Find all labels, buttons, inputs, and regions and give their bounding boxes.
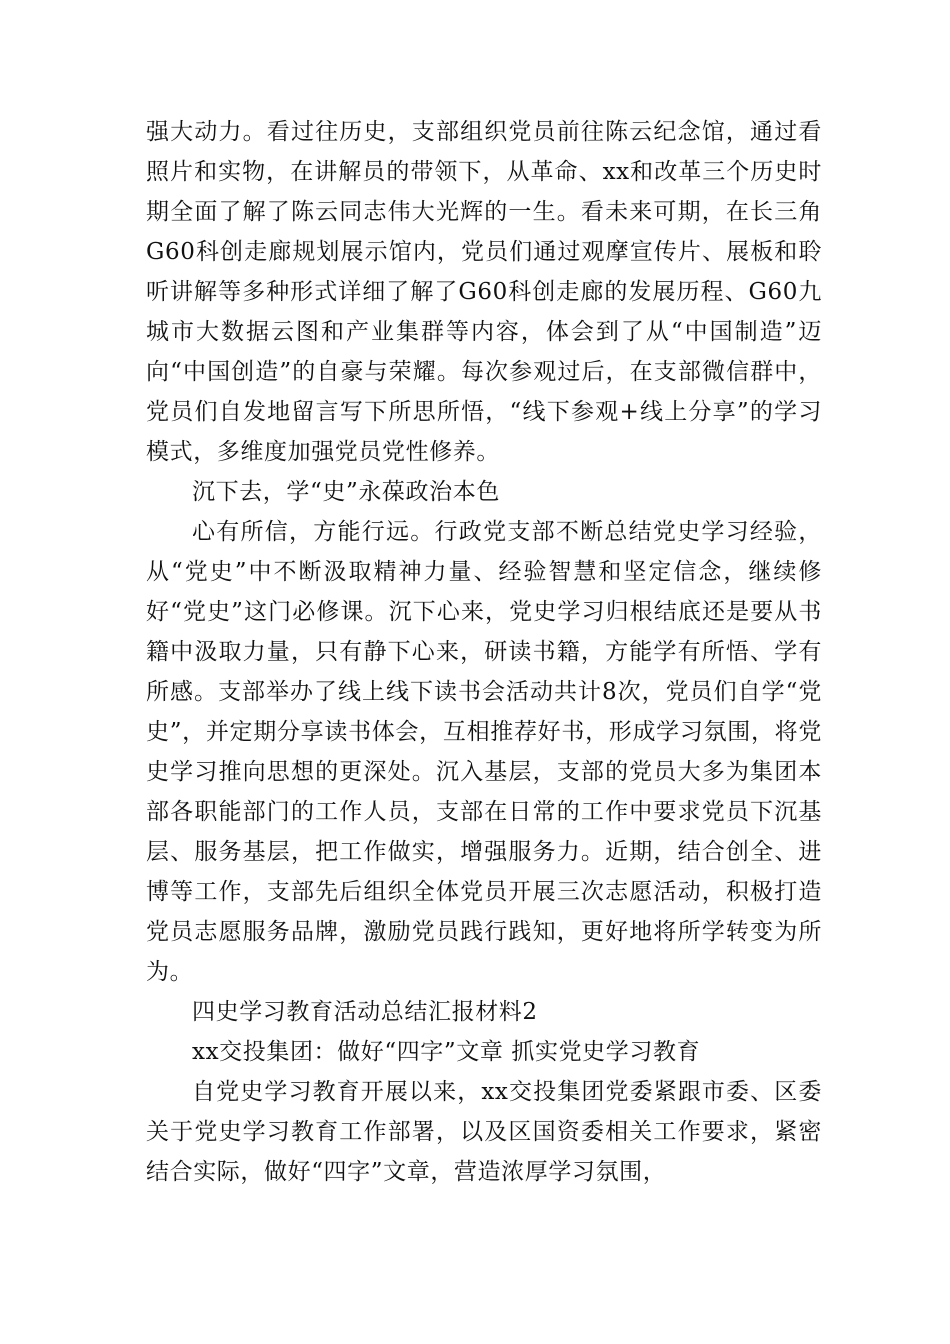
section-heading-sink-down: 沉下去，学“史”永葆政治本色 bbox=[192, 479, 500, 505]
paragraph-continuation: 强大动力。看过往历史，支部组织党员前往陈云纪念馆，通过看照片和实物，在讲解员的带领下，从革命、xx和改革三个历史时期全面了解了陈云同志伟大光辉的一生。看未来可期，在长三角G60科创走廊规划展示馆内，党员们通过观摩宣传片、展板和聆听讲解等多种形式详细了解了G60科创走廊的发展历程、G60九城市大数据云图和产业集群等内容，体会到了从“中国制造”迈向“中国创造”的自豪与荣耀。每次参观过后，在支部微信群中，党员们自发地留言写下所思所悟，“线下参观+线上分享”的学习模式，多维度加强党员党性修养。 bbox=[146, 119, 822, 465]
paragraph-study-history: 心有所信，方能行远。行政党支部不断总结党史学习经验，从“党史”中不断汲取精神力量、经验智慧和坚定信念，继续修好“党史”这门必修课。沉下心来，党史学习归根结底还是要从书籍中汲取力量，只有静下心来，研读书籍，方能学有所悟、学有所感。支部举办了线上线下读书会活动共计8次，党员们自学“党史”，并定期分享读书体会，互相推荐好书，形成学习氛围，将党史学习推向思想的更深处。沉入基层，支部的党员大多为集团本部各职能部门的工作人员，支部在日常的工作中要求党员下沉基层、服务基层，把工作做实，增强服务力。近期，结合创全、进博等工作，支部先后组织全体党员开展三次志愿活动，积极打造党员志愿服务品牌，激励党员践行践知，更好地将所学转变为所为。 bbox=[146, 519, 822, 985]
paragraph-intro: 自党史学习教育开展以来，xx交投集团党委紧跟市委、区委关于党史学习教育工作部署，以及区国资委相关工作要求，紧密结合实际，做好“四字”文章，营造浓厚学习氛围， bbox=[146, 1079, 822, 1185]
document-title-material-2: 四史学习教育活动总结汇报材料2 bbox=[192, 999, 538, 1025]
document-body bbox=[146, 112, 822, 1192]
document-subtitle: xx交投集团：做好“四字”文章 抓实党史学习教育 bbox=[192, 1039, 701, 1065]
